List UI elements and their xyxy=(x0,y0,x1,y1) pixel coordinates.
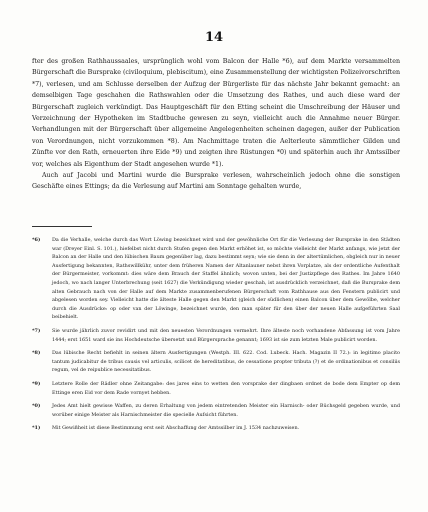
footnote xyxy=(32,236,400,322)
footnote-mark: *8) xyxy=(32,350,41,357)
body-paragraph: Auch auf Jacobi und Martini wurde die Bursprake verlesen, wahrscheinlich jedoch ohne die sonstigen Geschäfte eines Ettings; da die Verlesung auf Martini am Sonntage gehalten wurde, xyxy=(32,172,400,191)
footnote-mark: *1) xyxy=(32,425,41,432)
footnote-mark: *9) xyxy=(32,380,41,387)
footnote-text: Sie wurde jährlich zuvor revidirt und mit den neuesten Verordnungen vermehrt. Ihre älteste noch vorhandene Abfassung ist vom Jahre 1444; erst 1651 ward sie ins Hochdeutsche übersetzt und Bürgersprache genannt; 1693 ist sie zum letzten Male publicirt worden. xyxy=(52,327,400,343)
footnotes xyxy=(32,236,400,438)
footnote-text: Das lübische Recht befiehlt in seinen ältern Ausfertigungen (Westph. III. 622. Cod. Lubeck. Hach. Magazin II 72.): in legitimo placito tantum judicabitur de tribus causis vel articulis, scilicet de hereditatibus, de cessatione propter tributa (?) et de ordinationibus et consiliis regum, vel de reipublice necessitatibus. xyxy=(52,350,400,374)
footnote-text: Letztere Rolle der Rädler ohne Zeitangabe: des jares eins to wetten den vorsprake der dingbaen ordnet de bode dem Empter op dem Ettinge eren Eid vor dem Rade vornyet hebben. xyxy=(52,380,400,396)
main-text xyxy=(32,56,400,193)
footnote-divider xyxy=(32,226,92,227)
footnote-mark: *0) xyxy=(32,403,41,410)
footnote-text: Da die Verhalle, welche durch das Wort Löwing bezeichnet wird und der gewöhnliche Ort für die Verlesung der Bursprake in den Städten war (Dreyer Einl. S. 101.), hiefelbst nicht durch Stufen gegen den Markt erhöhet ist, so möchte vielleicht der Markt anfangs, wie jetzt der Balcon an der Halle und den lübischen Baum gegenüber lag, dazu bestimmt seyn; wie sie denn in der altertümlichen, obgleich nur in neuer Ausfertigung bekannten, Rathswillkühr, unter dem früheren Namen der Altanlauner nebst ihren Vorplatze, als der ordentliche Aufenthalt der Bürgermeister, vorkommt: dies wäre dem Brauch der Staffel ähnlich; wovon unten, bei der Justizpflege des Rathes. Im Jahre 1640 jedoch, wo nach langer Unterbrechung (seit 1627) die Verkündigung wieder geschah, ist ausdrücklich verzeichnet, daß die Bursprake dem alten Gebrauch nach von der Halle auf dem Markte zusammenberufenen Bürgerschaft vom Rathhause aus den Fenstern publicirt und abgelesen worden sey. Vielleicht hatte die älteste Halle gegen den Markt (gleich der südlichen) einen Balcon über dem Gewölbe, welcher durch die Ausdrücke: op oder van der Löwinge, bezeichnet wurde, den man später für den über der neuen Halle aufgeführten Saal beibehielt. xyxy=(52,237,400,321)
page-number: 14 xyxy=(204,30,224,45)
footnote-mark: *6) xyxy=(32,237,41,243)
footnote xyxy=(32,349,400,375)
footnote xyxy=(32,424,400,433)
footnote xyxy=(32,380,400,397)
footnote-mark: *7) xyxy=(32,327,41,334)
footnote-text: Jedes Amt hielt gewisse Waffen, zu deren Erhaltung von jedem eintretenden Meister ein Harnisch- oder Büchsgeld gegeben wurde, und worüber einige Meister als Harnischmeister die specielle Aufsicht führten. xyxy=(52,403,400,418)
footnote xyxy=(32,327,400,344)
footnote xyxy=(32,402,400,419)
footnote-text: Mit Gewißheit ist diese Bestimmung erst seit Abschaffung der Amtssilber im J. 1534 nachzuweisen. xyxy=(52,425,300,432)
body-paragraph: fter des großen Rathhaussaales, ursprünglich wohl vom Balcon der Halle *6), auf dem Markte versammelten Bürgerschaft die Bursprake (civiloquium, plebiscitum), eine Zusammenstellung der wichtigsten Polizeivorschriften *7), verlesen, und am Schlusse derselben der Aufzug der Bürgerliste für das nächste Jahr bekannt gemacht: an demselbigen Tage geschahen die Rathswahlen oder die Umsetzung des Rathes, und auch diese ward der Bürgerschaft zugleich verkündigt. Das Hauptgeschäft für den Etting scheint die Umschreibung der Häuser und Verzeichnung der Hypotheken im Stadtbuche gewesen zu seyn, vielleicht auch die Annahme neuer Bürger. Verhandlungen mit der Bürgerschaft über allgemeine Angelegenheiten scheinen dagegen, außer der Publication von Verordnungen, nicht vorzukommen *8). Am Nachmittage traten die Aelterleute sämmtlicher Gilden und Zünfte vor den Rath, erneuerten ihre Eide *9) und zeigten ihre Rüstungen *0) und späterhin auch ihr Amtssilber vor, welches als Eigenthum der Stadt angesehen wurde *1). xyxy=(32,58,400,168)
